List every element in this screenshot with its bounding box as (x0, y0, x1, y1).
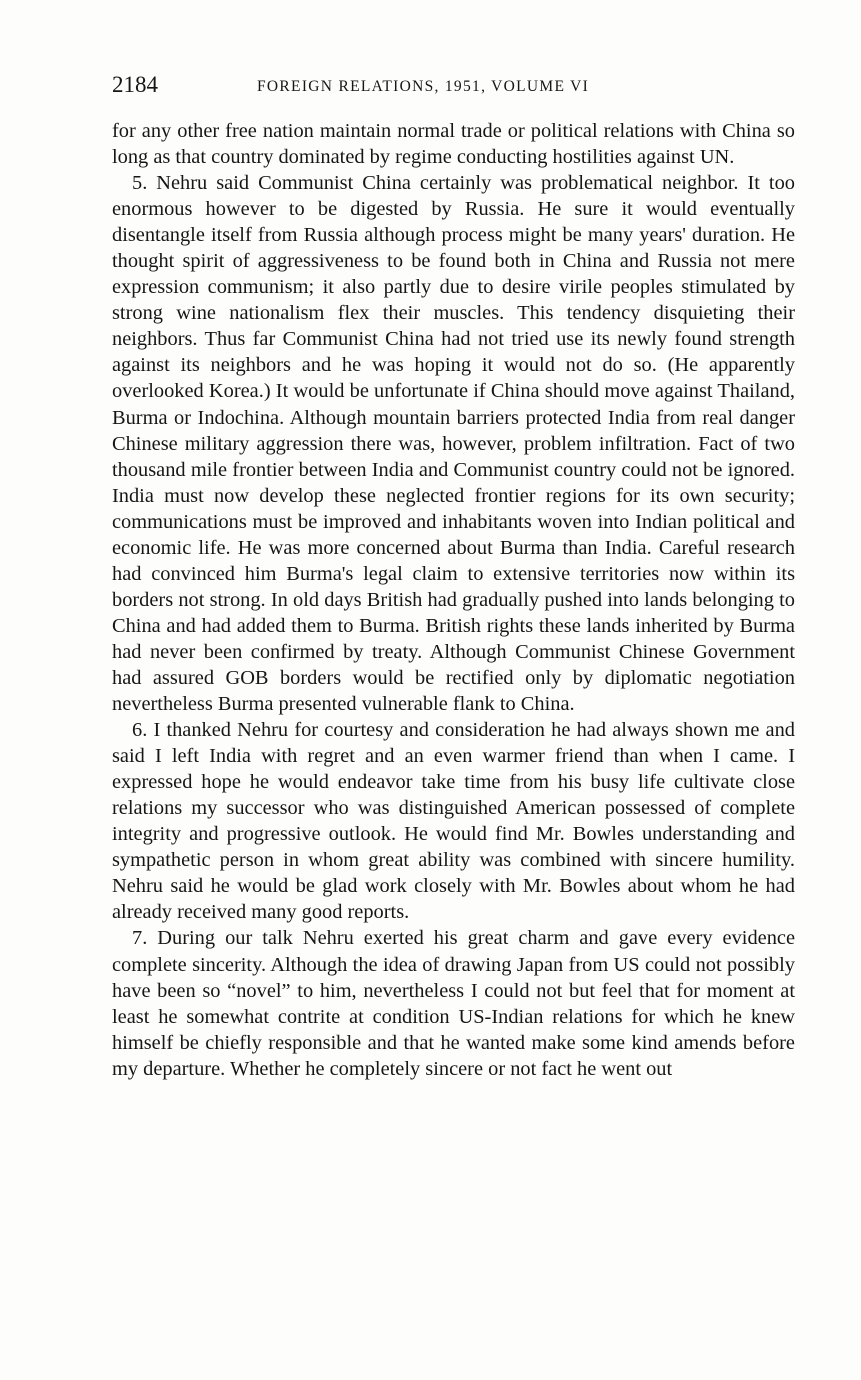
paragraph-7: 7. During our talk Nehru exerted his great charm and gave every evidence complete sincerity. Although the idea of drawing Japan from US could not possibly have been so “novel” to him, nevertheless I could not but feel that for moment at least he somewhat contrite at condition US-Indian relations for which he knew himself be chiefly responsible and that he wanted make some kind amends before my departure. Whether he completely sincere or not fact he went out (112, 927, 795, 1080)
running-head: FOREIGN RELATIONS, 1951, VOLUME VI (257, 78, 590, 95)
paragraph-6: 6. I thanked Nehru for courtesy and consideration he had always shown me and said I left India with regret and an even warmer friend than when I came. I expressed hope he would endeavor take time from his busy life cultivate close relations my successor who was distinguished American possessed of complete integrity and progressive outlook. He would find Mr. Bowles understanding and sympathetic person in whom great ability was combined with sincere humility. Nehru said he would be glad work closely with Mr. Bowles about whom he had already received many good reports. (112, 719, 795, 924)
body-text (112, 118, 795, 1082)
paragraph-5: 5. Nehru said Communist China certainly was problematical neighbor. It too enormous however to be digested by Russia. He sure it would eventually disentangle itself from Russia although process might be many years' duration. He thought spirit of aggressiveness to be found both in China and Russia not mere expression communism; it also partly due to desire virile peoples stimulated by strong wine nationalism flex their muscles. This tendency disquieting their neighbors. Thus far Communist China had not tried use its newly found strength against its neighbors and he was hoping it would not do so. (He apparently overlooked Korea.) It would be unfortunate if China should move against Thailand, Burma or Indochina. Although mountain barriers protected India from real danger Chinese military aggression there was, however, problem infiltration. Fact of two thousand mile frontier between India and Communist country could not be ignored. India must now develop these neglected frontier regions for its own security; communications must be improved and inhabitants woven into Indian political and economic life. He was more concerned about Burma than India. Careful research had convinced him Burma's legal claim to extensive territories now within its borders not strong. In old days British had gradually pushed into lands belonging to China and had added them to Burma. British rights these lands inherited by Burma had never been confirmed by treaty. Although Communist Chinese Government had assured GOB borders would be rectified only by diplomatic negotiation nevertheless Burma presented vulnerable flank to China. (112, 172, 795, 716)
paragraph-continued: for any other free nation maintain normal trade or political relations with China so long as that country dominated by regime conducting hostilities against UN. (112, 120, 795, 169)
page-header (112, 70, 802, 104)
page-number: 2184 (112, 72, 158, 97)
